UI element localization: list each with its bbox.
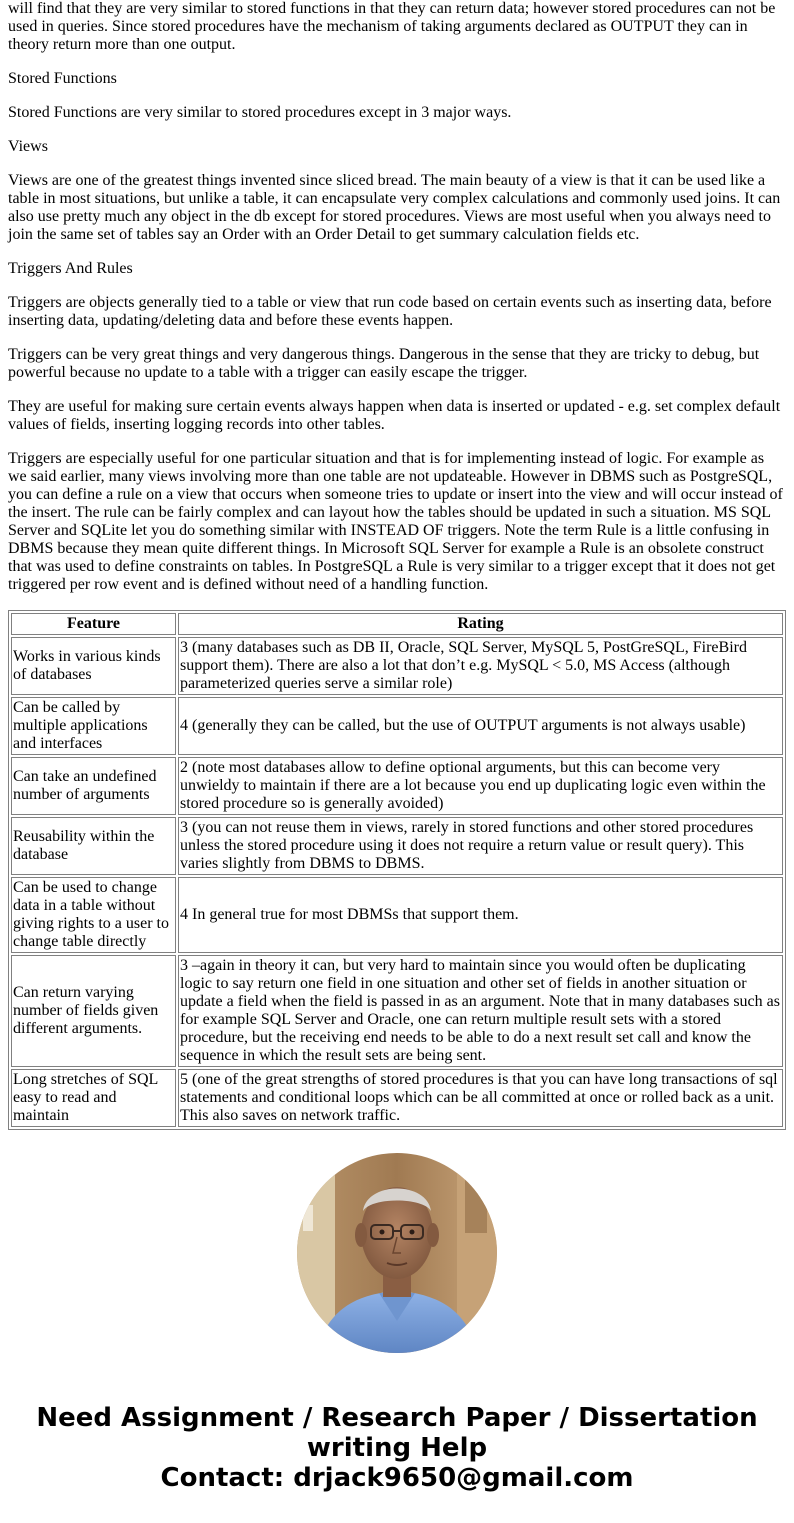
triggers-paragraph-2: Triggers can be very great things and very dangerous things. Dangerous in the sense that they are tricky to debug, but powerful because no update to a table with a trigger can easily escape the trigger. [8, 346, 760, 381]
feature-cell: Reusability within the database [11, 817, 176, 875]
stored-functions-paragraph: Stored Functions are very similar to stored procedures except in 3 major ways. [8, 104, 512, 121]
author-avatar [297, 1153, 497, 1353]
feature-cell: Works in various kinds of databases [11, 637, 176, 695]
triggers-heading: Triggers And Rules [8, 260, 133, 277]
rating-cell: 5 (one of the great strengths of stored procedures is that you can have long transactions of sql statements and conditional loops which can be all committed at once or rolled back as a unit. This also saves on network traffic. [178, 1069, 783, 1127]
rating-cell: 2 (note most databases allow to define optional arguments, but this can become very unwieldy to maintain if there are a lot because you end up duplicating logic even within the stored procedure so is generally avoided) [178, 757, 783, 815]
table-header-row [11, 613, 783, 635]
intro-paragraph: will find that they are very similar to stored functions in that they can return data; however stored procedures can not be used in queries. Since stored procedures have the mechanism of taking arguments declared as OUTPUT they can in theory return more than one output. [8, 0, 776, 53]
table-row [11, 697, 783, 755]
article-content [8, 0, 786, 1130]
table-row [11, 955, 783, 1067]
table-row [11, 877, 783, 953]
rating-cell: 4 (generally they can be called, but the use of OUTPUT arguments is not always usable) [178, 697, 783, 755]
cta-contact: Contact: drjack9650@gmail.com [160, 1463, 634, 1493]
table-row [11, 817, 783, 875]
triggers-paragraph-1: Triggers are objects generally tied to a table or view that run code based on certain events such as inserting data, before inserting data, updating/deleting data and before these events happen. [8, 294, 772, 329]
feature-cell: Long stretches of SQL easy to read and maintain [11, 1069, 176, 1127]
feature-cell: Can be called by multiple applications and interfaces [11, 697, 176, 755]
rating-cell: 3 (you can not reuse them in views, rarely in stored functions and other stored procedures unless the stored procedure using it does not require a return value or result query). This varies slightly from DBMS to DBMS. [178, 817, 783, 875]
contact-banner [0, 1403, 794, 1493]
rating-cell: 3 –again in theory it can, but very hard to maintain since you would often be duplicating logic to say return one field in one situation and other set of fields in another situation or update a field when the field is passed in as an argument. Note that in many databases such as for example SQL Server and Oracle, one can return multiple result sets with a stored procedure, but the receiving end needs to be able to do a next result set call and know the sequence in which the result sets are being sent. [178, 955, 783, 1067]
feature-cell: Can take an undefined number of arguments [11, 757, 176, 815]
author-portrait-icon [297, 1153, 497, 1353]
rating-cell: 4 In general true for most DBMSs that support them. [178, 877, 783, 953]
cta-headline: Need Assignment / Research Paper / Dissertation writing Help [36, 1403, 758, 1463]
feature-cell: Can return varying number of fields given different arguments. [11, 955, 176, 1067]
stored-functions-heading: Stored Functions [8, 70, 117, 87]
rating-cell: 3 (many databases such as DB II, Oracle, SQL Server, MySQL 5, PostGreSQL, FireBird support them). There are also a lot that don’t e.g. MySQL < 5.0, MS Access (although parameterized queries serve a similar role) [178, 637, 783, 695]
feature-cell: Can be used to change data in a table without giving rights to a user to change table directly [11, 877, 176, 953]
views-paragraph: Views are one of the greatest things invented since sliced bread. The main beauty of a view is that it can be used like a table in most situations, but unlike a table, it can encapsulate very complex calculations and commonly used joins. It can also use pretty much any object in the db except for stored procedures. Views are most useful when you always need to join the same set of tables say an Order with an Order Detail to get summary calculation fields etc. [8, 172, 781, 243]
feature-column-header: Feature [11, 613, 176, 635]
feature-rating-table [8, 610, 786, 1130]
triggers-paragraph-4: Triggers are especially useful for one particular situation and that is for implementing instead of logic. For example as we said earlier, many views involving more than one table are not updateable. However in DBMS such as PostgreSQL, you can define a rule on a view that occurs when someone tries to update or insert into the view and will occur instead of the insert. The rule can be fairly complex and can layout how the tables should be updated in such a situation. MS SQL Server and SQLite let you do something similar with INSTEAD OF triggers. Note the term Rule is a little confusing in DBMS because they mean quite different things. In Microsoft SQL Server for example a Rule is an obsolete construct that was used to define constraints on tables. In PostgreSQL a Rule is very similar to a trigger except that it does not get triggered per row event and is defined without need of a handling function. [8, 450, 783, 593]
table-row [11, 1069, 783, 1127]
table-row [11, 637, 783, 695]
triggers-paragraph-3: They are useful for making sure certain events always happen when data is inserted or updated - e.g. set complex default values of fields, inserting logging records into other tables. [8, 398, 781, 433]
table-row [11, 757, 783, 815]
rating-column-header: Rating [178, 613, 783, 635]
views-heading: Views [8, 138, 48, 155]
